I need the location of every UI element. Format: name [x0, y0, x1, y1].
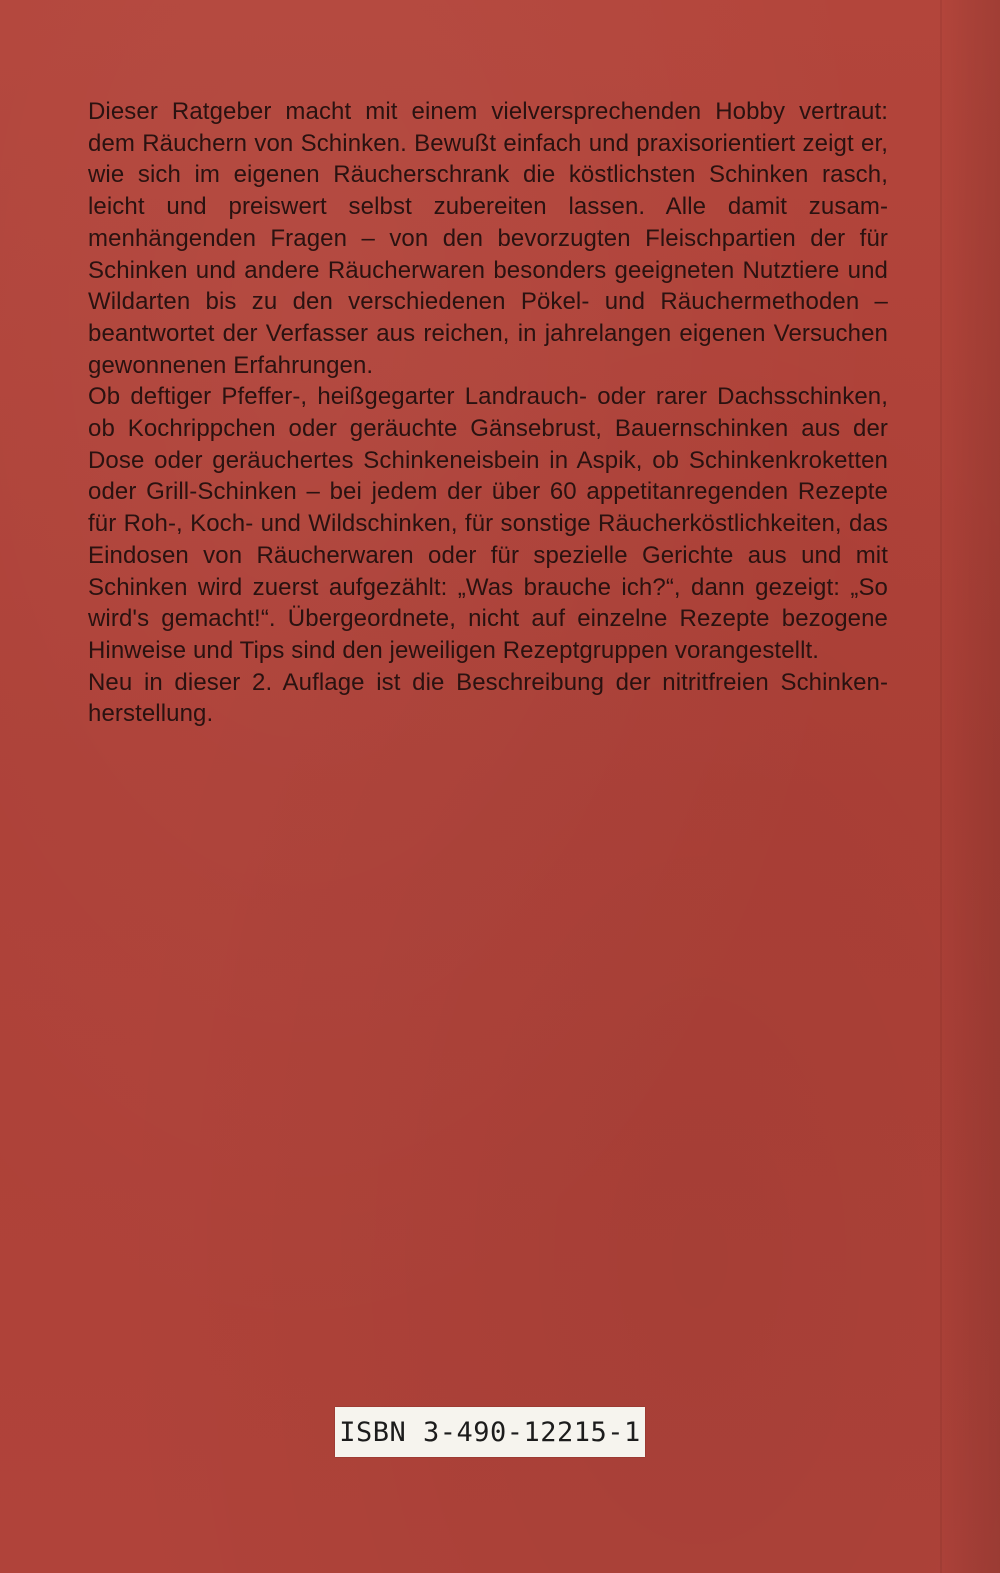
isbn-number: ISBN 3-490-12215-1	[339, 1416, 641, 1448]
spine-shadow	[940, 0, 1000, 1573]
blurb-text	[88, 96, 888, 730]
isbn-sticker	[335, 1407, 645, 1457]
blurb-paragraph-1: Dieser Ratgeber macht mit einem vielversprechenden Hobby vertraut: dem Räuchern von Schinken. Bewußt einfach und praxisorientiert zeigt er, wie sich im eigenen Räucherschrank die köstlichsten Schinken rasch, leicht und preiswert selbst zubereiten lassen. Alle damit zusammenhängenden Fragen – von den bevorzugten Fleischpartien der für Schinken und andere Räucherwaren besonders geeigneten Nutztiere und Wildarten bis zu den verschiedenen Pökel- und Räuchermethoden – beantwortet der Verfasser aus reichen, in jahrelangen eigenen Versuchen gewonnenen Erfahrungen.	[88, 98, 888, 379]
blurb-paragraph-3: Neu in dieser 2. Auflage ist die Beschreibung der nitritfreien Schinkenherstellung.	[88, 668, 888, 728]
blurb-paragraph-2: Ob deftiger Pfeffer-, heißgegarter Landrauch- oder rarer Dachsschinken, ob Kochrippchen oder geräuchte Gänsebrust, Bauernschinken aus der Dose oder geräuchertes Schinkeneisbein in Aspik, ob Schinkenkroketten oder Grill-Schinken – bei jedem der über 60 appetitanregenden Rezepte für Roh-, Koch- und Wildschinken, für sonstige Räucherköstlichkeiten, das Eindosen von Räucherwaren oder für spezielle Gerichte aus und mit Schinken wird zuerst aufgezählt: „Was brauche ich?“, dann gezeigt: „So wird's gemacht!“. Übergeordnete, nicht auf einzelne Rezepte bezogene Hinweise und Tips sind den jeweiligen Rezeptgruppen vorangestellt.	[88, 383, 888, 664]
